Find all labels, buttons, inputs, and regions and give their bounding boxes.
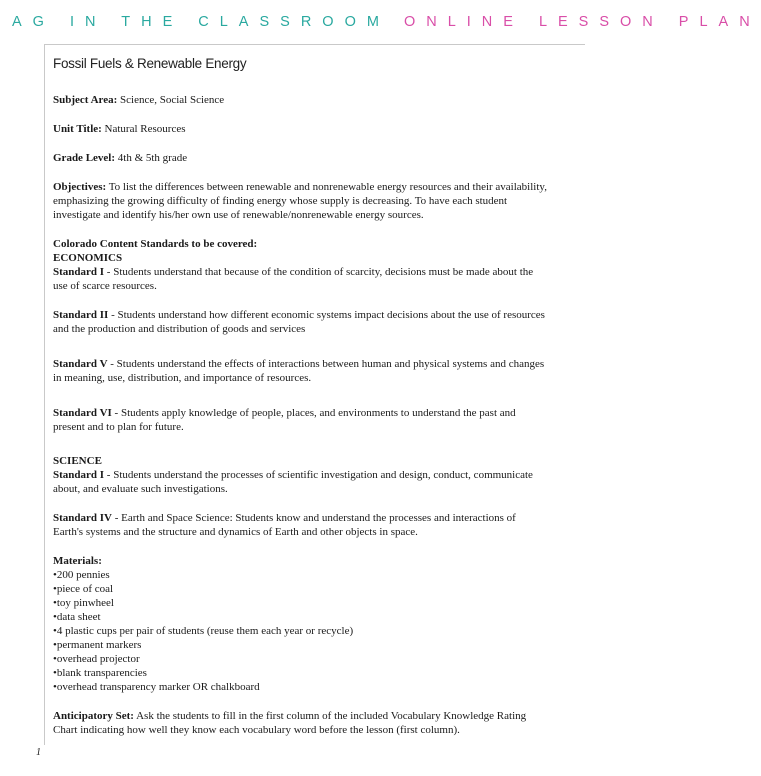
economics-standard-3: Standard V - Students understand the effects of interactions between human and physical systems and changes in meaning, use, distribution, and importance of resources.: [53, 358, 545, 384]
list-item: • permanent markers: [53, 638, 548, 652]
list-item: • blank transparencies: [53, 666, 548, 680]
economics-standard-1: Standard I - Students understand that because of the condition of scarcity, decisions must be made about the use of scarce resources.: [53, 266, 534, 292]
page-number: 1: [36, 747, 41, 758]
materials-list: [53, 568, 548, 694]
list-item: • 4 plastic cups per pair of students (reuse them each year or recycle): [53, 624, 548, 638]
list-item: • overhead projector: [53, 652, 548, 666]
list-item: • overhead transparency marker OR chalkboard: [53, 680, 548, 694]
header-left: AG IN THE CLASSROOM: [12, 14, 390, 30]
materials-heading: Materials:: [53, 555, 102, 567]
list-item: • piece of coal: [53, 582, 548, 596]
page-title: Fossil Fuels & Renewable Energy: [53, 56, 247, 71]
subject-area: Subject Area: Science, Social Science: [53, 94, 225, 106]
anticipatory-set: Anticipatory Set: Ask the students to fill in the first column of the included Vocabulary Knowledge Rating Chart indicating how well they know each vocabulary word before the lesson (first column).: [53, 710, 527, 736]
page-header: [0, 14, 761, 36]
list-item: • data sheet: [53, 610, 548, 624]
list-item: • 200 pennies: [53, 568, 548, 582]
grade-level: Grade Level: 4th & 5th grade: [53, 152, 188, 164]
economics-standard-4: Standard VI - Students apply knowledge of people, places, and environments to understand the past and present and to plan for future.: [53, 407, 516, 433]
list-item: • toy pinwheel: [53, 596, 548, 610]
science-standard-1: Standard I - Students understand the processes of scientific investigation and design, conduct, communicate about, and evaluate such investigations.: [53, 469, 533, 495]
unit-title: Unit Title: Natural Resources: [53, 123, 186, 135]
economics-heading: ECONOMICS: [53, 252, 123, 264]
document-body: [53, 56, 548, 737]
header-right: ONLINE LESSON PLAN: [403, 14, 761, 30]
standards-heading: Colorado Content Standards to be covered:: [53, 238, 258, 250]
economics-standard-2: Standard II - Students understand how different economic systems impact decisions about the use of resources and the production and distribution of goods and services: [53, 309, 545, 335]
science-heading: SCIENCE: [53, 455, 102, 467]
science-standard-2: Standard IV - Earth and Space Science: Students know and understand the processes and interactions of Earth's systems and the structure and dynamics of Earth and other objects in space.: [53, 512, 516, 538]
objectives: Objectives: To list the differences between renewable and nonrenewable energy resources and their availability, emphasizing the growing difficulty of finding energy whose supply is decreasing. To have each student investigate and identify his/her own use of renewable/nonrenewable energy sources.: [53, 181, 547, 221]
